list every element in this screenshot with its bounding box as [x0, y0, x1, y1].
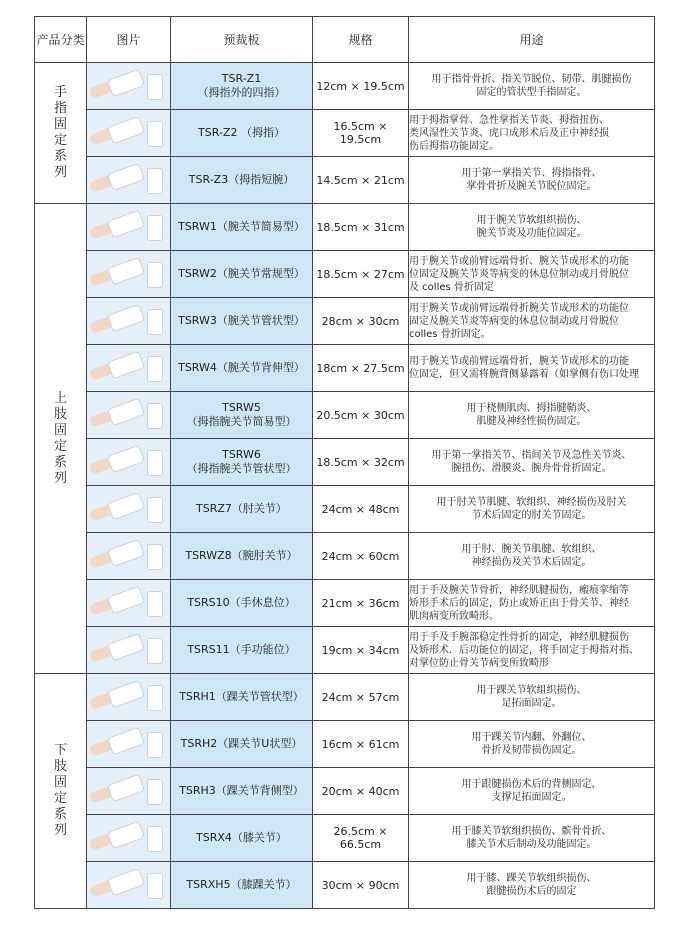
usage-cell: 用于膝关节软组织损伤、髌骨骨折、 膝关节术后制动及功能固定。: [409, 815, 655, 862]
product-image-cell: [87, 110, 171, 157]
board-illustration: [147, 74, 163, 100]
product-image-cell: [87, 204, 171, 251]
model-cell: TSRH3（踝关节背侧型）: [171, 768, 313, 815]
product-photo: [87, 393, 171, 437]
usage-cell: 用于肘、腕关节肌腱、软组织、 神经损伤及关节术后固定。: [409, 533, 655, 580]
table-row: [35, 580, 655, 627]
product-photo: [87, 64, 171, 108]
board-illustration: [147, 121, 163, 147]
header-usage: 用途: [409, 17, 655, 63]
size-cell: 28cm × 30cm: [313, 298, 409, 345]
board-illustration: [147, 732, 163, 758]
product-photo: [87, 252, 171, 296]
splint-illustration: [107, 680, 145, 709]
board-illustration: [147, 356, 163, 382]
model-cell: TSRW6 （拇指腕关节管状型）: [171, 439, 313, 486]
size-cell: 24cm × 60cm: [313, 533, 409, 580]
usage-cell: 用于腕关节或前臂远端骨折，腕关节成形术的功能 位固定，但又需将腕背侧暴露着（如掌侧有伤口处理: [409, 345, 655, 392]
board-illustration: [147, 638, 163, 664]
model-cell: TSRS10（手休息位）: [171, 580, 313, 627]
product-photo: [87, 816, 171, 860]
product-image-cell: [87, 63, 171, 110]
model-cell: TSRZ7（肘关节）: [171, 486, 313, 533]
table-row: [35, 486, 655, 533]
table-row: [35, 627, 655, 674]
product-image-cell: [87, 580, 171, 627]
splint-illustration: [107, 69, 145, 98]
model-cell: TSRWZ8（腕肘关节）: [171, 533, 313, 580]
table-row: [35, 768, 655, 815]
splint-illustration: [107, 774, 145, 803]
splint-illustration: [107, 257, 145, 286]
model-cell: TSRW3（腕关节管状型）: [171, 298, 313, 345]
product-image-cell: [87, 862, 171, 909]
table-header-row: [35, 17, 655, 63]
table-row: [35, 157, 655, 204]
product-photo: [87, 769, 171, 813]
header-category: 产品分类: [35, 17, 87, 63]
usage-cell: 用于腕关节或前臂远端骨折、腕关节成形术的功能 位固定及腕关节炎等病变的休息位制动或月骨脱位 及 colles 骨折固定: [409, 251, 655, 298]
splint-illustration: [107, 304, 145, 333]
usage-cell: 用于第一掌指关节、拇指指骨、 掌骨骨折及腕关节脱位固定。: [409, 157, 655, 204]
size-cell: 16cm × 61cm: [313, 721, 409, 768]
product-photo: [87, 675, 171, 719]
splint-illustration: [107, 586, 145, 615]
size-cell: 21cm × 36cm: [313, 580, 409, 627]
table-row: [35, 251, 655, 298]
usage-cell: 用于指骨骨折、指关节脱位、韧带、肌腱损伤 固定的管状型手指固定。: [409, 63, 655, 110]
category-label: 上肢固定系列: [53, 390, 67, 486]
product-photo: [87, 487, 171, 531]
product-photo: [87, 158, 171, 202]
product-image-cell: [87, 721, 171, 768]
board-illustration: [147, 591, 163, 617]
product-photo: [87, 205, 171, 249]
usage-cell: 用于踝关节软组织损伤、 足拓面固定。: [409, 674, 655, 721]
product-photo: [87, 863, 171, 907]
table-row: [35, 862, 655, 909]
usage-cell: 用于肘关节肌腱、软组织、神经损伤及肘关 节术后固定的肘关节固定。: [409, 486, 655, 533]
table-row: [35, 63, 655, 110]
board-illustration: [147, 450, 163, 476]
board-illustration: [147, 873, 163, 899]
board-illustration: [147, 168, 163, 194]
size-cell: 16.5cm × 19.5cm: [313, 110, 409, 157]
splint-illustration: [107, 868, 145, 897]
table-row: [35, 721, 655, 768]
table-row: [35, 392, 655, 439]
splint-illustration: [107, 492, 145, 521]
product-photo: [87, 299, 171, 343]
table-row: [35, 815, 655, 862]
splint-illustration: [107, 398, 145, 427]
model-cell: TSRW4（腕关节背伸型）: [171, 345, 313, 392]
model-cell: TSRW5 （拇指腕关节简易型）: [171, 392, 313, 439]
product-image-cell: [87, 392, 171, 439]
product-image-cell: [87, 439, 171, 486]
table-row: [35, 345, 655, 392]
size-cell: 20.5cm × 30cm: [313, 392, 409, 439]
table-row: [35, 204, 655, 251]
board-illustration: [147, 403, 163, 429]
model-cell: TSRXH5（膝踝关节）: [171, 862, 313, 909]
splint-illustration: [107, 210, 145, 239]
splint-illustration: [107, 445, 145, 474]
product-photo: [87, 722, 171, 766]
usage-cell: 用于膝、踝关节软组织损伤、 跟腱损伤术后的固定: [409, 862, 655, 909]
usage-cell: 用于腕关节软组织损伤、 腕关节炎及功能位固定。: [409, 204, 655, 251]
size-cell: 18.5cm × 32cm: [313, 439, 409, 486]
product-spec-table: [34, 16, 655, 909]
product-photo: [87, 581, 171, 625]
size-cell: 20cm × 40cm: [313, 768, 409, 815]
size-cell: 26.5cm × 66.5cm: [313, 815, 409, 862]
category-cell: [35, 674, 87, 909]
header-picture: 图片: [87, 17, 171, 63]
size-cell: 30cm × 90cm: [313, 862, 409, 909]
size-cell: 14.5cm × 21cm: [313, 157, 409, 204]
product-image-cell: [87, 157, 171, 204]
model-cell: TSRW2（腕关节常规型）: [171, 251, 313, 298]
category-cell: [35, 204, 87, 674]
product-image-cell: [87, 674, 171, 721]
product-image-cell: [87, 486, 171, 533]
header-board: 预裁板: [171, 17, 313, 63]
usage-cell: 用于跟腱损伤术后的背侧固定， 支撑足拓面固定。: [409, 768, 655, 815]
board-illustration: [147, 215, 163, 241]
splint-illustration: [107, 539, 145, 568]
splint-illustration: [107, 727, 145, 756]
table-row: [35, 110, 655, 157]
size-cell: 18cm × 27.5cm: [313, 345, 409, 392]
model-cell: TSRS11（手功能位）: [171, 627, 313, 674]
size-cell: 24cm × 57cm: [313, 674, 409, 721]
product-image-cell: [87, 298, 171, 345]
table-row: [35, 298, 655, 345]
usage-cell: 用于踝关节内翻、外翻位、 骨折及韧带损伤固定。: [409, 721, 655, 768]
usage-cell: 用于腕关节或前臂远端骨折腕关节成形术的功能位 固定及腕关节炎等病变的休息位制动或月骨脱位 colles 骨折固定。: [409, 298, 655, 345]
usage-cell: 用于第一掌指关节、指间关节及急性关节炎、 腕扭伤、滑膜炎、腕舟骨骨折固定。: [409, 439, 655, 486]
product-image-cell: [87, 627, 171, 674]
product-image-cell: [87, 815, 171, 862]
usage-cell: 用于手及腕关节骨折，神经肌腱损伤，瘢痕挛缩等 矫形手术后的固定，防止或矫正由于骨关节、神经 肌肉病变所致畸形。: [409, 580, 655, 627]
model-cell: TSR-Z1 （拇指外的四指）: [171, 63, 313, 110]
usage-cell: 用于拇指掌骨、急性掌指关节炎、拇指扭伤、 类风湿性关节炎、虎口成形术后及正中神经损 伤后拇指功能固定。: [409, 110, 655, 157]
table-row: [35, 533, 655, 580]
model-cell: TSRH2（踝关节U状型）: [171, 721, 313, 768]
board-illustration: [147, 685, 163, 711]
size-cell: 18.5cm × 27cm: [313, 251, 409, 298]
size-cell: 18.5cm × 31cm: [313, 204, 409, 251]
product-photo: [87, 111, 171, 155]
header-size: 规格: [313, 17, 409, 63]
splint-illustration: [107, 351, 145, 380]
usage-cell: 用于手及手腕部稳定性骨折的固定，神经肌腱损伤 及矫形术．后功能位的固定，将手固定于拇指对指、 对掌位防止骨关节病变所致畸形: [409, 627, 655, 674]
splint-illustration: [107, 116, 145, 145]
board-illustration: [147, 309, 163, 335]
model-cell: TSRH1（踝关节管状型）: [171, 674, 313, 721]
size-cell: 24cm × 48cm: [313, 486, 409, 533]
product-image-cell: [87, 345, 171, 392]
splint-illustration: [107, 163, 145, 192]
product-image-cell: [87, 533, 171, 580]
table-row: [35, 674, 655, 721]
model-cell: TSRX4（膝关节）: [171, 815, 313, 862]
size-cell: 12cm × 19.5cm: [313, 63, 409, 110]
table-row: [35, 439, 655, 486]
category-label: 下肢固定系列: [53, 743, 67, 838]
splint-illustration: [107, 821, 145, 850]
category-label: 手指固定系列: [53, 85, 67, 180]
board-illustration: [147, 544, 163, 570]
usage-cell: 用于桡侧肌肉、拇指腱鞘炎、 肌腱及神经性损伤固定。: [409, 392, 655, 439]
product-photo: [87, 628, 171, 672]
model-cell: TSR-Z3（拇指短腕）: [171, 157, 313, 204]
product-image-cell: [87, 768, 171, 815]
model-cell: TSR-Z2 （拇指）: [171, 110, 313, 157]
size-cell: 19cm × 34cm: [313, 627, 409, 674]
product-photo: [87, 346, 171, 390]
splint-illustration: [107, 633, 145, 662]
product-photo: [87, 534, 171, 578]
board-illustration: [147, 826, 163, 852]
product-image-cell: [87, 251, 171, 298]
board-illustration: [147, 779, 163, 805]
model-cell: TSRW1（腕关节简易型）: [171, 204, 313, 251]
product-photo: [87, 440, 171, 484]
category-cell: [35, 63, 87, 204]
board-illustration: [147, 497, 163, 523]
board-illustration: [147, 262, 163, 288]
